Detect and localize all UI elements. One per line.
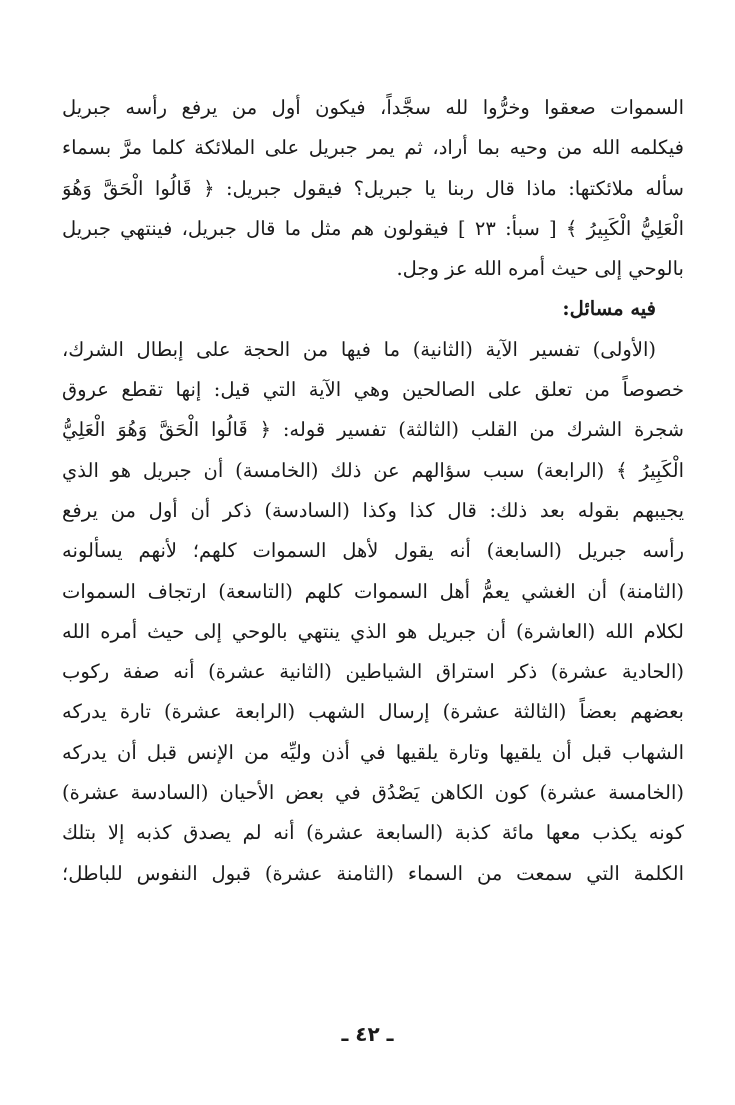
text-line: (الأولى) تفسير الآية (الثانية) ما فيها من الحجة على إبطال الشرك،	[62, 337, 656, 361]
issues-paragraph	[62, 330, 684, 894]
text-line: (الثامنة) أن الغشي يعمُّ أهل السموات كلهم (التاسعة) ارتجاف السموات	[62, 579, 684, 603]
text-line: فيكلمه الله من وحيه بما أراد، ثم يمر جبريل على الملائكة كلما مرَّ بسماء	[62, 136, 684, 160]
text-line: بالوحي إلى حيث أمره الله عز وجل.	[396, 257, 684, 281]
text-line: السموات صعقوا وخرُّوا لله سجَّداً، فيكون أول من يرفع رأسه جبريل	[62, 96, 684, 119]
page-body	[62, 88, 684, 894]
text-line: سأله ملائكتها: ماذا قال ربنا يا جبريل؟ فيقول جبريل: ﴿ قَالُوا الْحَقَّ وَهُوَ	[62, 176, 684, 200]
text-line: يجيبهم بقوله بعد ذلك: قال كذا وكذا (السادسة) ذكر أن أول من يرفع	[62, 498, 684, 522]
text-line: الْكَبِيرُ ﴾ (الرابعة) سبب سؤالهم عن ذلك (الخامسة) أن جبريل هو الذي	[62, 458, 684, 482]
page-number: ـ ٤٢ ـ	[341, 1022, 394, 1046]
text-line: شجرة الشرك من القلب (الثالثة) تفسير قوله: ﴿ قَالُوا الْحَقَّ وَهُوَ الْعَلِيُّ	[62, 418, 684, 442]
text-line: رأسه جبريل (السابعة) أنه يقول لأهل السموات كلهم؛ لأنهم يسألونه	[62, 539, 684, 563]
text-line: الكلمة التي سمعت من السماء (الثامنة عشرة) قبول النفوس للباطل؛	[62, 861, 684, 885]
text-line: (الحادية عشرة) ذكر استراق الشياطين (الثانية عشرة) أنه صفة ركوب	[62, 660, 684, 684]
intro-paragraph	[62, 88, 684, 289]
text-line: الْعَلِيُّ الْكَبِيرُ ﴾ [ سبأ: ٢٣ ] فيقولون هم مثل ما قال جبريل، فينتهي جبريل	[62, 216, 684, 240]
text-line: الشهاب قبل أن يلقيها وتارة يلقيها في أذن وليِّه من الإنس قبل أن يدركه	[62, 740, 684, 764]
text-line: كونه يكذب معها مائة كذبة (السابعة عشرة) أنه لم يصدق كذبه إلا بتلك	[62, 821, 684, 845]
text-line: بعضهم بعضاً (الثالثة عشرة) إرسال الشهب (الرابعة عشرة) تارة يدركه	[62, 700, 684, 724]
text-line: خصوصاً من تعلق على الصالحين وهي الآية التي قيل: إنها تقطع عروق	[62, 378, 684, 402]
text-line: (الخامسة عشرة) كون الكاهن يَصْدُق في بعض الأحيان (السادسة عشرة)	[62, 781, 684, 805]
text-line: لكلام الله (العاشرة) أن جبريل هو الذي ينتهي بالوحي إلى حيث أمره الله	[62, 619, 684, 643]
section-heading: فيه مسائل:	[562, 297, 656, 321]
